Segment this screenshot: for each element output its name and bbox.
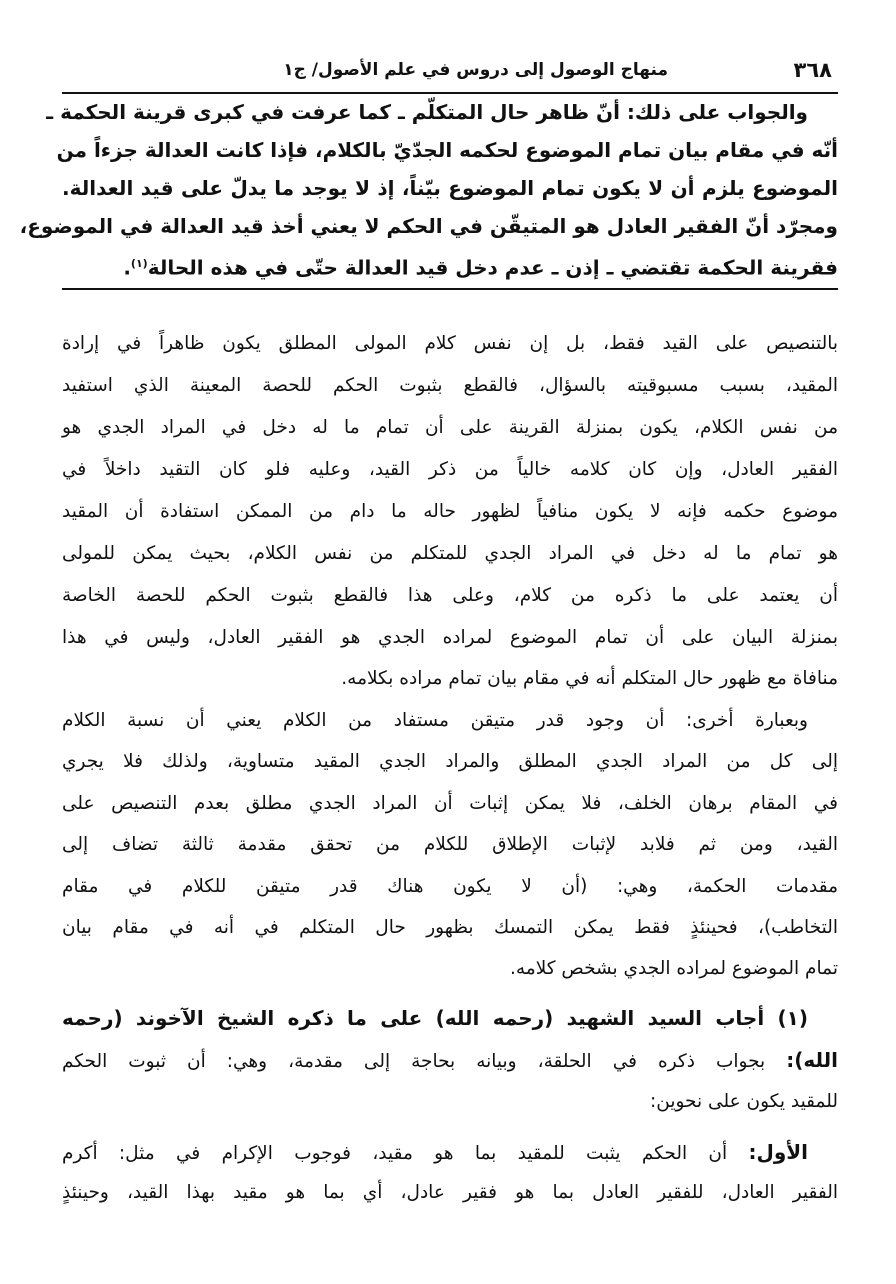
footnote-ref: (١)	[130, 257, 148, 270]
footnote-line	[62, 1083, 838, 1121]
commentary-line: القيد، ومن ثم فلابد لإثبات الإطلاق للكلام من تحقق مقدمة ثالثة تضاف إلى	[62, 834, 838, 855]
footnote-line	[62, 999, 808, 1039]
footnote-divider	[62, 288, 838, 290]
footnote-line	[62, 1133, 808, 1173]
commentary-line: المقيد، بسبب مسبوقيته بالسؤال، فالقطع بثبوت الحكم للحصة المعينة الذي استفيد	[62, 375, 838, 396]
commentary-line: موضوع حكمه فإنه لا يكون منافياً لظهور حاله ما دام من الممكن استفادة أن المقيد	[62, 501, 838, 522]
footnote-bold: الله):	[786, 1048, 838, 1072]
commentary-line: إلى كل من المراد الجدي المطلق والمراد الجدي المقيد متساوية، ولذلك فلا يجري	[62, 751, 838, 772]
footnote-bold: (١) أجاب السيد الشهيد (رحمه الله) على ما ذكره الشيخ الآخوند (رحمه	[62, 1006, 808, 1030]
footnote-text: بجواب ذكره في الحلقة، وبيانه بحاجة إلى مقدمة، وهي: أن ثبوت الحكم	[62, 1051, 787, 1072]
commentary-line: الفقير العادل، وإن كان كلامه خالياً من ذكر القيد، وعليه فلو كان التقيد داخلاً في	[62, 459, 838, 480]
main-line-text: فقرينة الحكمة تقتضي ـ إذن ـ عدم دخل قيد العدالة حتّى في هذه الحالة	[147, 255, 838, 280]
footnote-line	[62, 1174, 838, 1212]
main-line: فقرينة الحكمة تقتضي ـ إذن ـ عدم دخل قيد العدالة حتّى في هذه الحالة$^{(١)}$.	[123, 255, 838, 280]
commentary-line: هو تمام ما له دخل في المراد الجدي للمتكلم من نفس الكلام، بحيث يمكن للمولى	[62, 543, 838, 564]
page-number: ٣٦٨	[793, 58, 832, 82]
footnote-line	[62, 1041, 838, 1081]
commentary-line: بمنزلة البيان على أن تمام الموضوع لمراده الجدي هو الفقير العادل، وليس في هذا	[62, 627, 838, 648]
commentary-line: أن يعتمد على ما ذكره من كلام، وعلى هذا فالقطع بثبوت الحكم للحصة الخاصة	[62, 585, 838, 606]
footnote-text: أن الحكم يثبت للمقيد بما هو مقيد، فوجوب الإكرام في مثل: أكرم	[62, 1143, 749, 1164]
main-line: الموضوع يلزم أن لا يكون تمام الموضوع بيّناً، إذ لا يوجد ما يدلّ على قيد العدالة.	[62, 176, 838, 200]
footnote-text: الفقير العادل، للفقير العادل بما هو فقير عادل، أي بما هو مقيد بهذا القيد، وحينئذٍ	[62, 1182, 838, 1203]
commentary-line: تمام الموضوع لمراده الجدي بشخص كلامه.	[509, 958, 838, 979]
main-line: ومجرّد أنّ الفقير العادل هو المتيقّن في الحكم لا يعني أخذ قيد العدالة في الموضوع،	[19, 214, 838, 238]
commentary-line: من نفس الكلام، يكون بمنزلة القرينة على أن تمام ما له دخل في المراد الجدي هو	[62, 417, 838, 438]
commentary-line: التخاطب)، فحينئذٍ فقط يمكن التمسك بظهور حال المتكلم في أنه في مقام بيان	[62, 917, 838, 938]
running-header	[62, 58, 838, 88]
main-line: والجواب على ذلك: أنّ ظاهر حال المتكلّم ـ كما عرفت في كبرى قرينة الحكمة ـ	[46, 100, 808, 124]
commentary-line: بالتنصيص على القيد فقط، بل إن نفس كلام المولى المطلق يكون ظاهراً في إرادة	[62, 333, 838, 354]
commentary-line: مقدمات الحكمة، وهي: (أن لا يكون هناك قدر متيقن للكلام في مقام	[62, 876, 838, 897]
commentary-line: منافاة مع ظهور حال المتكلم أنه في مقام بيان تمام مراده بكلامه.	[341, 668, 838, 689]
footnote-bold: الأول:	[748, 1140, 808, 1164]
book-title: منهاج الوصول إلى دروس في علم الأصول/ ج١	[283, 60, 668, 80]
commentary-line: وبعبارة أخرى: أن وجود قدر متيقن مستفاد من الكلام يعني أن نسبة الكلام	[62, 710, 808, 731]
main-line: أنّه في مقام بيان تمام الموضوع لحكمه الجدّيّ بالكلام، فإذا كانت العدالة جزءاً من	[56, 138, 838, 162]
footnote-text: للمقيد يكون على نحوين:	[650, 1091, 838, 1112]
commentary-line: في المقام برهان الخلف، فلا يمكن إثبات أن المراد الجدي مطلق بعدم التنصيص على	[62, 793, 838, 814]
